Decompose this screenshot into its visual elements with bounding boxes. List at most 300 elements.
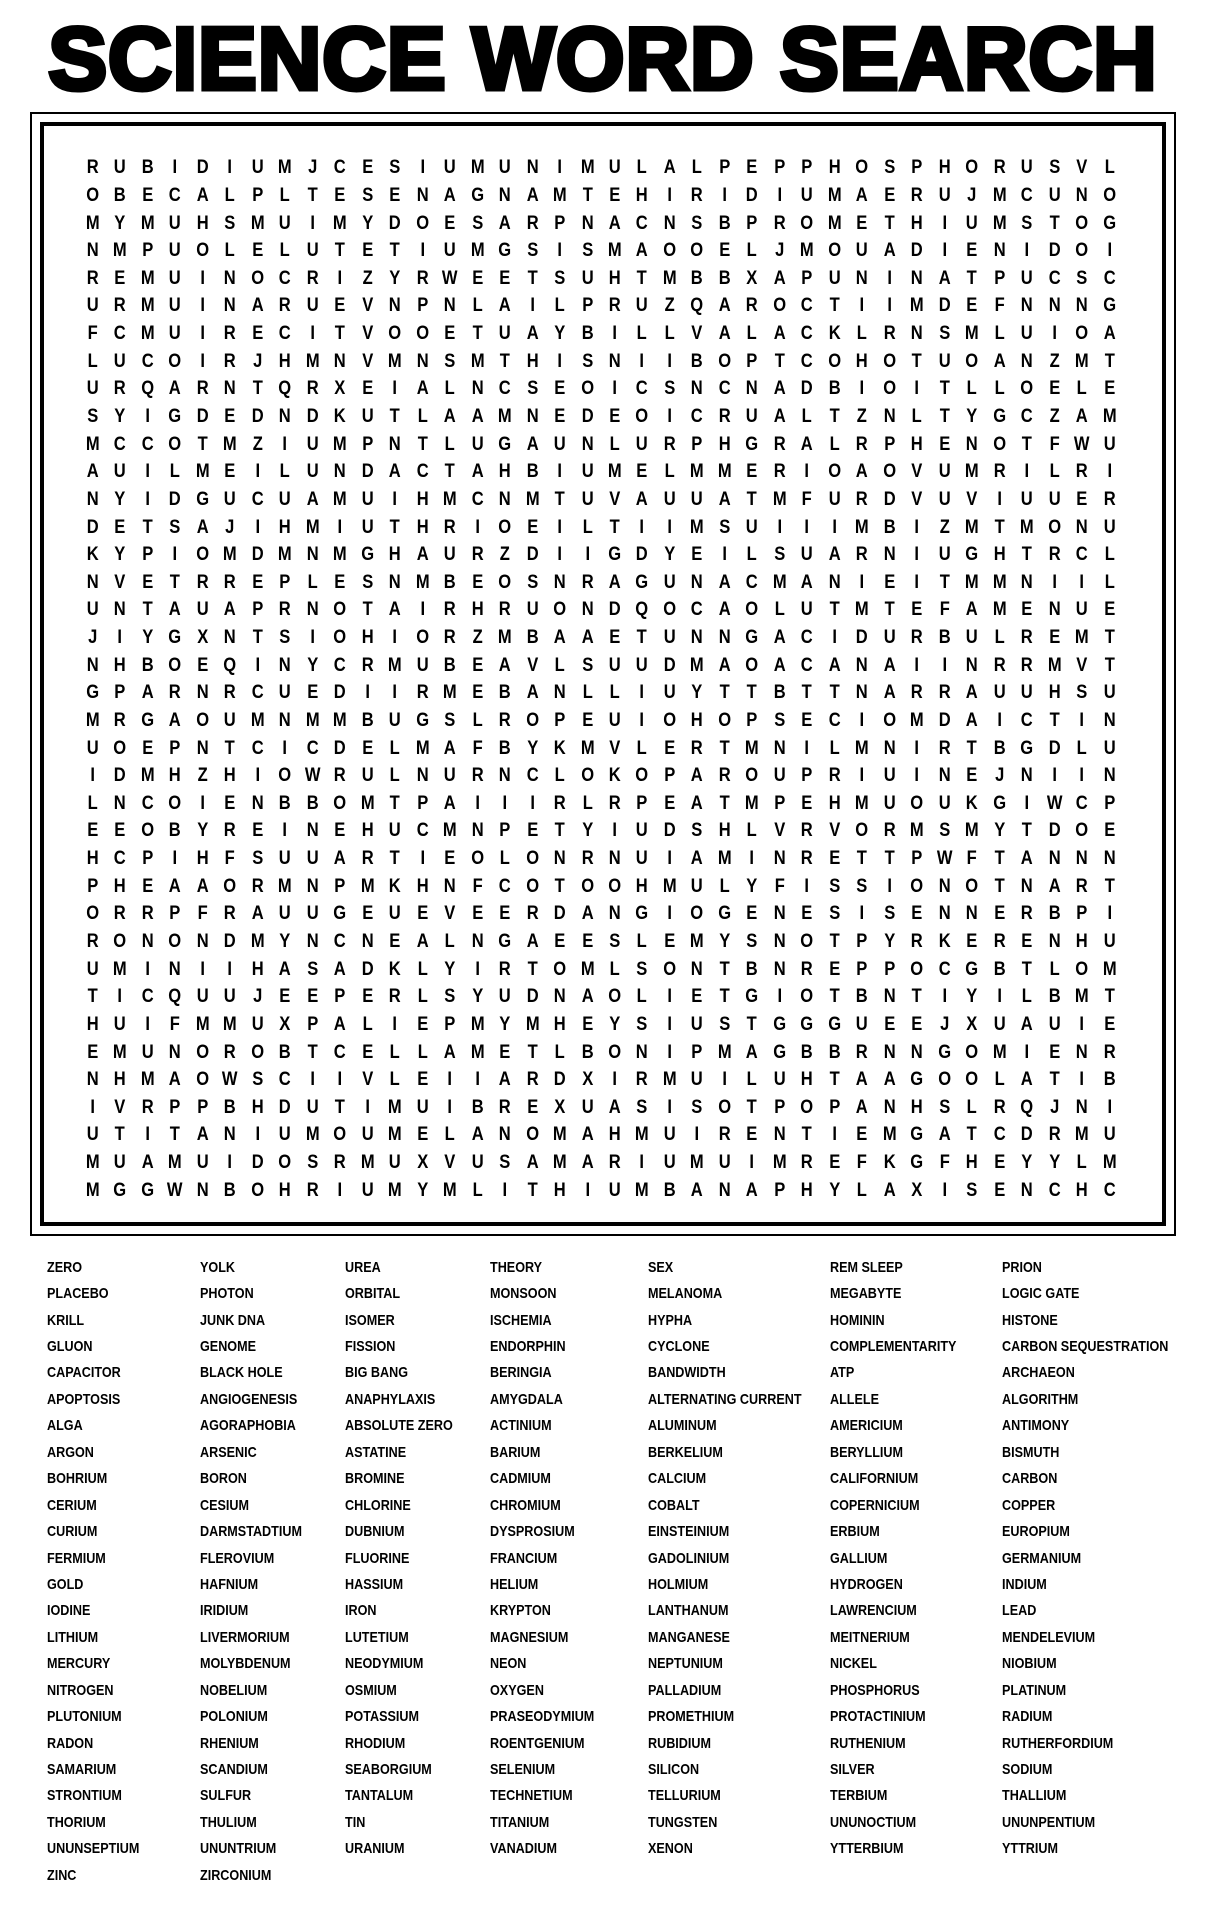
grid-letter: O <box>580 765 594 787</box>
grid-letter: A <box>388 461 401 483</box>
grid-letter: U <box>938 350 951 372</box>
grid-letter: G <box>910 1124 924 1146</box>
grid-letter: L <box>1076 1152 1087 1174</box>
word-list-item: HASSIUM <box>345 1575 404 1593</box>
grid-letter: M <box>140 1069 155 1091</box>
grid-letter: T <box>911 986 922 1008</box>
grid-letter: I <box>859 903 865 925</box>
grid-letter: E <box>361 157 373 179</box>
word-list-item: BERINGIA <box>490 1364 552 1382</box>
grid-letter: C <box>169 184 182 206</box>
grid-letter: S <box>856 875 868 897</box>
grid-letter: U <box>1020 267 1033 289</box>
grid-letter: U <box>306 1096 319 1118</box>
grid-letter: E <box>746 1124 758 1146</box>
grid-letter: I <box>117 627 123 649</box>
grid-letter: M <box>525 488 540 510</box>
grid-letter: I <box>1079 709 1085 731</box>
grid-letter: R <box>773 433 786 455</box>
grid-letter: N <box>938 903 951 925</box>
grid-letter: N <box>1020 295 1033 317</box>
grid-letter: E <box>911 599 923 621</box>
word-list-item: FRANCIUM <box>490 1549 558 1567</box>
grid-letter: A <box>251 903 264 925</box>
grid-letter: O <box>773 295 786 317</box>
grid-letter: U <box>1048 1013 1061 1035</box>
grid-letter: M <box>635 1124 650 1146</box>
grid-letter: N <box>416 350 429 372</box>
grid-letter: O <box>251 267 264 289</box>
grid-letter: D <box>636 544 649 566</box>
grid-letter: P <box>691 433 703 455</box>
grid-letter: Y <box>828 1179 841 1201</box>
word-list-item: SULFUR <box>200 1787 252 1805</box>
word-list-column <box>830 1254 981 1862</box>
grid-letter: A <box>334 848 346 870</box>
grid-letter: D <box>114 765 127 787</box>
grid-letter: E <box>664 930 676 952</box>
grid-letter: N <box>965 654 978 676</box>
grid-letter: E <box>416 1069 428 1091</box>
grid-letter: C <box>828 709 841 731</box>
grid-letter: O <box>525 848 539 870</box>
grid-letter: R <box>526 212 539 234</box>
word-list-item: ARSENIC <box>200 1443 257 1461</box>
grid-letter: P <box>169 1096 181 1118</box>
word-list-item: HYDROGEN <box>830 1575 903 1593</box>
grid-letter: U <box>114 1152 127 1174</box>
word-list-item: SEABORGIUM <box>345 1761 432 1779</box>
grid-letter: E <box>416 903 428 925</box>
grid-letter: P <box>801 765 813 787</box>
grid-letter: M <box>992 599 1007 621</box>
grid-letter: I <box>145 461 150 483</box>
grid-letter: R <box>1020 654 1033 676</box>
grid-letter: H <box>828 157 841 179</box>
word-list-item: UREA <box>345 1258 381 1276</box>
grid-letter: E <box>581 1013 593 1035</box>
grid-letter: E <box>993 903 1005 925</box>
grid-letter: I <box>914 378 920 400</box>
grid-letter: M <box>1074 627 1089 649</box>
grid-letter: E <box>306 986 319 1008</box>
grid-letter: P <box>746 709 758 731</box>
word-list-item: RHENIUM <box>200 1734 259 1752</box>
word-list-item: ROENTGENIUM <box>490 1734 585 1752</box>
word-list-item: POTASSIUM <box>345 1708 419 1726</box>
grid-letter: E <box>801 709 813 731</box>
grid-letter: I <box>420 599 425 621</box>
grid-letter: U <box>1048 488 1061 510</box>
grid-letter: I <box>667 848 672 870</box>
word-list-item: THEORY <box>490 1258 543 1276</box>
grid-letter: B <box>828 378 841 400</box>
grid-letter: J <box>252 350 263 372</box>
grid-letter: B <box>883 516 896 538</box>
grid-letter: U <box>828 488 841 510</box>
grid-letter: C <box>636 212 649 234</box>
grid-letter: X <box>279 1013 291 1035</box>
grid-letter: H <box>196 848 209 870</box>
word-list-item: CESIUM <box>200 1496 250 1514</box>
grid-letter: O <box>828 240 841 262</box>
grid-letter: Z <box>472 627 483 649</box>
grid-letter: U <box>993 682 1006 704</box>
grid-letter: G <box>937 1041 951 1063</box>
grid-letter: E <box>1103 599 1115 621</box>
word-list-item: RHODIUM <box>345 1734 406 1752</box>
grid-letter: I <box>612 820 618 842</box>
grid-letter: O <box>470 848 484 870</box>
word-list-item: IRIDIUM <box>200 1602 249 1620</box>
word-list-item: LIVERMORIUM <box>200 1628 290 1646</box>
grid-letter: A <box>938 267 951 289</box>
grid-letter: O <box>333 792 347 814</box>
grid-letter: Y <box>691 682 703 704</box>
grid-letter: T <box>1104 627 1115 649</box>
grid-letter: U <box>1103 516 1116 538</box>
grid-letter: M <box>690 930 705 952</box>
grid-letter: I <box>365 682 370 704</box>
grid-letter: R <box>279 295 292 317</box>
grid-letter: T <box>994 516 1005 538</box>
grid-letter: B <box>828 1041 841 1063</box>
grid-letter: S <box>938 1096 950 1118</box>
grid-letter: P <box>774 792 786 814</box>
grid-letter: E <box>252 820 264 842</box>
grid-letter: T <box>719 986 730 1008</box>
grid-letter: O <box>663 958 677 980</box>
grid-letter: M <box>250 930 265 952</box>
grid-letter: P <box>774 1096 786 1118</box>
grid-letter: G <box>470 184 484 206</box>
grid-letter: N <box>1103 709 1116 731</box>
grid-letter: O <box>1075 323 1089 345</box>
grid-letter: A <box>965 709 978 731</box>
grid-letter: H <box>718 820 731 842</box>
grid-letter: M <box>1102 958 1117 980</box>
grid-letter: I <box>1052 323 1057 345</box>
grid-letter: I <box>914 571 920 593</box>
grid-letter: T <box>829 405 840 427</box>
grid-letter: F <box>197 903 208 925</box>
grid-letter: O <box>965 157 979 179</box>
grid-letter: I <box>832 516 837 538</box>
grid-letter: P <box>691 1041 703 1063</box>
grid-letter: M <box>855 599 869 621</box>
grid-letter: S <box>279 627 291 649</box>
grid-letter: B <box>443 654 456 676</box>
grid-letter: N <box>773 903 786 925</box>
grid-letter: A <box>526 1152 539 1174</box>
grid-letter: G <box>965 958 979 980</box>
word-list-item: NEPTUNIUM <box>648 1655 723 1673</box>
grid-letter: E <box>526 516 538 538</box>
grid-letter: O <box>883 378 896 400</box>
grid-letter: P <box>169 903 181 925</box>
grid-letter: C <box>938 958 951 980</box>
grid-letter: C <box>416 461 429 483</box>
grid-letter: M <box>360 1152 375 1174</box>
grid-letter: E <box>361 1041 373 1063</box>
grid-letter: I <box>145 488 150 510</box>
grid-letter: U <box>993 1013 1006 1035</box>
grid-letter: R <box>773 461 786 483</box>
word-list-column <box>648 1254 831 1862</box>
grid-letter: H <box>416 516 429 538</box>
grid-letter: L <box>637 930 648 952</box>
word-list-item: NEODYMIUM <box>345 1655 424 1673</box>
grid-letter: R <box>801 1152 814 1174</box>
grid-letter: U <box>553 433 566 455</box>
grid-letter: M <box>85 1179 100 1201</box>
grid-letter: S <box>581 240 593 262</box>
grid-letter: O <box>415 212 429 234</box>
grid-letter: M <box>745 737 759 759</box>
grid-letter: D <box>251 405 264 427</box>
grid-letter: M <box>360 875 375 897</box>
grid-letter: I <box>447 1069 453 1091</box>
grid-letter: V <box>361 1069 373 1091</box>
grid-letter: A <box>636 488 649 510</box>
grid-letter: M <box>525 1013 540 1035</box>
grid-letter: C <box>1103 267 1116 289</box>
word-list-column <box>490 1254 614 1862</box>
grid-letter: N <box>773 1124 786 1146</box>
grid-letter: I <box>557 350 563 372</box>
grid-letter: I <box>639 682 645 704</box>
grid-letter: U <box>306 240 319 262</box>
grid-letter: E <box>114 820 126 842</box>
grid-letter: N <box>114 792 127 814</box>
word-list-item: MANGANESE <box>648 1628 730 1646</box>
word-list-item: BIG BANG <box>345 1364 408 1382</box>
grid-letter: Y <box>499 1013 511 1035</box>
grid-letter: I <box>612 323 618 345</box>
grid-letter: M <box>442 682 457 704</box>
grid-letter: W <box>167 1179 183 1201</box>
grid-letter: L <box>582 516 593 538</box>
grid-letter: U <box>608 157 621 179</box>
grid-letter: F <box>472 737 483 759</box>
grid-letter: E <box>471 903 483 925</box>
grid-letter: L <box>472 1179 483 1201</box>
grid-letter: N <box>608 350 621 372</box>
grid-letter: E <box>1021 930 1033 952</box>
grid-letter: A <box>86 461 99 483</box>
grid-letter: R <box>608 295 621 317</box>
grid-letter: S <box>444 709 456 731</box>
grid-letter: M <box>662 875 677 897</box>
grid-letter: I <box>420 240 425 262</box>
grid-letter: I <box>1079 1013 1085 1035</box>
grid-letter: G <box>168 405 182 427</box>
grid-letter: G <box>1102 212 1116 234</box>
grid-letter: O <box>718 1096 732 1118</box>
grid-letter: I <box>255 654 260 676</box>
grid-letter: M <box>580 958 595 980</box>
grid-letter: N <box>224 295 237 317</box>
word-list-item: PALLADIUM <box>648 1681 722 1699</box>
grid-letter: R <box>1020 903 1033 925</box>
grid-letter: P <box>554 709 566 731</box>
grid-letter: D <box>224 930 237 952</box>
grid-letter: R <box>498 599 511 621</box>
grid-letter: A <box>663 157 676 179</box>
grid-letter: U <box>1020 488 1033 510</box>
grid-letter: L <box>444 433 455 455</box>
grid-letter: U <box>86 958 99 980</box>
grid-letter: I <box>392 682 398 704</box>
grid-letter: L <box>747 820 758 842</box>
grid-letter: N <box>526 405 539 427</box>
grid-letter: N <box>279 709 292 731</box>
grid-letter: O <box>635 405 649 427</box>
grid-letter: U <box>498 986 511 1008</box>
grid-letter: D <box>169 488 182 510</box>
grid-letter: A <box>993 350 1006 372</box>
word-list-item: AMYGDALA <box>490 1390 563 1408</box>
grid-letter: N <box>334 350 346 372</box>
word-list-item: HOLMIUM <box>648 1575 709 1593</box>
grid-letter: E <box>883 184 895 206</box>
grid-letter: H <box>965 1152 978 1174</box>
grid-letter: Y <box>966 986 978 1008</box>
grid-letter: C <box>1075 792 1088 814</box>
word-list-item: MAGNESIUM <box>490 1628 569 1646</box>
grid-letter: E <box>334 184 346 206</box>
grid-letter: N <box>691 958 704 980</box>
grid-letter: B <box>938 627 951 649</box>
grid-letter: B <box>993 958 1006 980</box>
word-list-item: CYCLONE <box>648 1338 710 1356</box>
grid-letter: A <box>526 184 539 206</box>
grid-letter: S <box>883 903 895 925</box>
grid-letter: G <box>196 488 210 510</box>
grid-letter: I <box>255 516 260 538</box>
grid-letter: N <box>416 184 429 206</box>
grid-letter: C <box>279 1069 292 1091</box>
grid-letter: H <box>553 1179 566 1201</box>
grid-letter: E <box>1076 488 1088 510</box>
grid-letter: R <box>938 737 951 759</box>
grid-letter: M <box>1047 654 1062 676</box>
grid-letter: A <box>856 1096 868 1118</box>
grid-letter: N <box>471 820 484 842</box>
grid-letter: L <box>554 295 565 317</box>
grid-letter: Z <box>499 544 510 566</box>
grid-letter: X <box>416 1152 428 1174</box>
grid-letter: O <box>388 323 402 345</box>
grid-letter: L <box>637 737 648 759</box>
grid-letter: N <box>279 405 292 427</box>
grid-letter: K <box>608 765 621 787</box>
grid-letter: B <box>141 654 154 676</box>
grid-letter: S <box>1076 267 1088 289</box>
grid-letter: L <box>225 240 236 262</box>
grid-letter: G <box>773 1041 786 1063</box>
grid-letter: C <box>1020 709 1033 731</box>
grid-letter: M <box>113 958 128 980</box>
grid-letter: S <box>719 1013 731 1035</box>
word-list-item: CADMIUM <box>490 1470 551 1488</box>
grid-letter: L <box>1104 544 1115 566</box>
grid-letter: L <box>444 930 455 952</box>
grid-letter: V <box>609 488 621 510</box>
grid-letter: S <box>636 958 648 980</box>
grid-letter: S <box>691 1096 703 1118</box>
grid-letter: A <box>526 323 539 345</box>
grid-letter: U <box>169 295 182 317</box>
grid-letter: M <box>388 350 402 372</box>
grid-letter: N <box>718 627 731 649</box>
grid-letter: Z <box>197 765 208 787</box>
grid-letter: J <box>225 516 235 538</box>
grid-letter: R <box>196 378 209 400</box>
grid-letter: A <box>443 405 456 427</box>
grid-letter: D <box>86 516 99 538</box>
grid-letter: U <box>306 433 319 455</box>
grid-letter: S <box>526 378 538 400</box>
grid-letter: D <box>1020 1124 1033 1146</box>
grid-letter: E <box>828 958 841 980</box>
grid-letter: A <box>581 1124 594 1146</box>
grid-letter: I <box>365 1096 370 1118</box>
grid-letter: V <box>361 295 373 317</box>
grid-letter: S <box>224 212 236 234</box>
grid-letter: U <box>663 627 676 649</box>
grid-letter: H <box>1075 930 1088 952</box>
grid-letter: G <box>1020 737 1034 759</box>
grid-letter: R <box>526 1069 539 1091</box>
grid-letter: U <box>279 1124 292 1146</box>
grid-letter: E <box>993 1179 1005 1201</box>
grid-letter: G <box>415 709 429 731</box>
grid-letter: D <box>196 157 209 179</box>
grid-letter: O <box>580 875 594 897</box>
grid-letter: T <box>334 1096 346 1118</box>
grid-letter: G <box>635 571 649 593</box>
grid-letter: R <box>114 295 127 317</box>
grid-letter: S <box>306 958 319 980</box>
grid-letter: N <box>581 433 594 455</box>
grid-letter: R <box>801 848 814 870</box>
grid-letter: N <box>498 488 511 510</box>
grid-letter: U <box>443 544 456 566</box>
grid-letter: N <box>1020 1179 1033 1201</box>
grid-letter: A <box>169 709 182 731</box>
grid-letter: M <box>442 1179 457 1201</box>
word-list-item: EINSTEINIUM <box>648 1523 730 1541</box>
grid-letter: U <box>196 1152 209 1174</box>
grid-letter: C <box>334 1041 346 1063</box>
grid-letter: U <box>608 709 621 731</box>
grid-letter: T <box>307 1041 318 1063</box>
page-title: SCIENCE WORD SEARCH <box>48 9 1158 108</box>
grid-letter: U <box>196 986 209 1008</box>
word-list-item: ATP <box>830 1364 855 1382</box>
grid-letter: I <box>475 958 480 980</box>
grid-letter: N <box>224 1124 237 1146</box>
grid-letter: L <box>609 433 620 455</box>
grid-letter: D <box>553 1069 566 1091</box>
grid-letter: U <box>636 295 649 317</box>
grid-letter: X <box>334 378 346 400</box>
grid-letter: N <box>718 1179 731 1201</box>
grid-letter: L <box>994 323 1005 345</box>
grid-letter: T <box>389 792 400 814</box>
grid-letter: N <box>443 875 456 897</box>
